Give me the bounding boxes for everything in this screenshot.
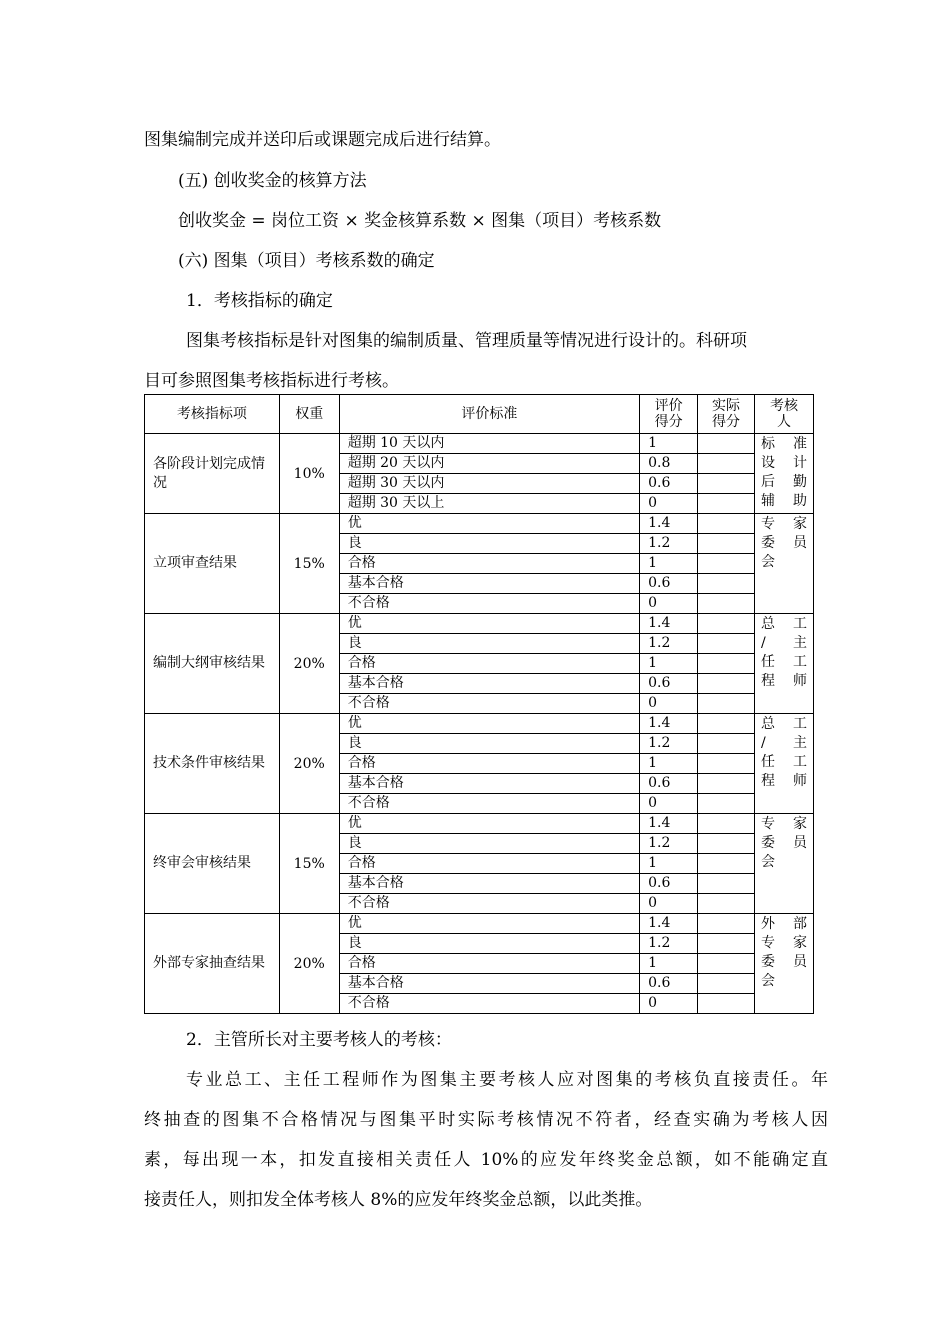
actual-score-cell[interactable]: [698, 474, 755, 494]
score-cell: 0.6: [640, 774, 698, 794]
reviewer-cell: [755, 514, 814, 614]
table-header-row: [145, 395, 814, 434]
reviewer-cell: [755, 434, 814, 514]
score-cell: 1.2: [640, 634, 698, 654]
reviewer-cell: [755, 614, 814, 714]
score-cell: 1.4: [640, 914, 698, 934]
reviewer-cell: [755, 714, 814, 814]
table-row: [145, 814, 814, 834]
score-cell: 0: [640, 994, 698, 1014]
paragraph-indicators-line2: 目可参照图集考核指标进行考核。: [144, 371, 399, 391]
actual-score-cell[interactable]: [698, 634, 755, 654]
actual-score-cell[interactable]: [698, 454, 755, 474]
actual-score-cell[interactable]: [698, 514, 755, 534]
actual-score-cell[interactable]: [698, 714, 755, 734]
header-weight: 权重: [279, 395, 339, 434]
score-cell: 1: [640, 654, 698, 674]
paragraph-responsibility-line4: 接责任人，则扣发全体考核人 8%的应发年终奖金总额，以此类推。: [144, 1190, 653, 1210]
score-cell: 1.4: [640, 614, 698, 634]
indicator-cell: 编制大纲审核结果: [145, 614, 280, 714]
score-cell: 1.2: [640, 734, 698, 754]
criteria-cell: 不合格: [339, 794, 639, 814]
score-cell: 0.6: [640, 874, 698, 894]
criteria-cell: 良: [339, 834, 639, 854]
criteria-cell: 基本合格: [339, 674, 639, 694]
actual-score-cell[interactable]: [698, 534, 755, 554]
criteria-cell: 良: [339, 934, 639, 954]
weight-cell: 20%: [279, 614, 339, 714]
section-heading-5: (五) 创收奖金的核算方法: [178, 171, 367, 191]
actual-score-cell[interactable]: [698, 914, 755, 934]
criteria-cell: 合格: [339, 554, 639, 574]
criteria-cell: 超期 30 天以内: [339, 474, 639, 494]
actual-score-cell[interactable]: [698, 774, 755, 794]
reviewer-label: 标准 设计 后勤 辅助: [761, 436, 807, 509]
score-cell: 1.2: [640, 534, 698, 554]
actual-score-cell[interactable]: [698, 854, 755, 874]
subsection-heading-1: 1．考核指标的确定: [186, 291, 333, 311]
criteria-cell: 不合格: [339, 994, 639, 1014]
weight-cell: 20%: [279, 914, 339, 1014]
actual-score-cell[interactable]: [698, 814, 755, 834]
reviewer-label: 专家 委员 会: [761, 516, 807, 570]
indicator-cell: 技术条件审核结果: [145, 714, 280, 814]
actual-score-cell[interactable]: [698, 554, 755, 574]
reviewer-cell: [755, 914, 814, 1014]
score-cell: 1: [640, 754, 698, 774]
criteria-cell: 不合格: [339, 694, 639, 714]
actual-score-cell[interactable]: [698, 694, 755, 714]
actual-score-cell[interactable]: [698, 954, 755, 974]
actual-score-cell[interactable]: [698, 574, 755, 594]
paragraph-settlement: 图集编制完成并送印后或课题完成后进行结算。: [144, 130, 501, 150]
header-indicator: 考核指标项: [145, 395, 280, 434]
score-cell: 1.4: [640, 814, 698, 834]
actual-score-cell[interactable]: [698, 894, 755, 914]
criteria-cell: 基本合格: [339, 574, 639, 594]
criteria-cell: 合格: [339, 654, 639, 674]
indicator-cell: 外部专家抽查结果: [145, 914, 280, 1014]
criteria-cell: 不合格: [339, 894, 639, 914]
score-cell: 1: [640, 554, 698, 574]
criteria-cell: 超期 10 天以内: [339, 434, 639, 454]
actual-score-cell[interactable]: [698, 994, 755, 1014]
indicator-cell: 立项审查结果: [145, 514, 280, 614]
actual-score-cell[interactable]: [698, 494, 755, 514]
score-cell: 0: [640, 894, 698, 914]
actual-score-cell[interactable]: [698, 654, 755, 674]
score-cell: 1.2: [640, 834, 698, 854]
actual-score-cell[interactable]: [698, 594, 755, 614]
header-score: 评价得分: [640, 395, 698, 434]
reviewer-cell: [755, 814, 814, 914]
actual-score-cell[interactable]: [698, 734, 755, 754]
bonus-formula: 创收奖金 = 岗位工资 × 奖金核算系数 × 图集（项目）考核系数: [178, 211, 662, 231]
criteria-cell: 合格: [339, 754, 639, 774]
score-cell: 0.6: [640, 674, 698, 694]
criteria-cell: 超期 20 天以内: [339, 454, 639, 474]
actual-score-cell[interactable]: [698, 674, 755, 694]
criteria-cell: 不合格: [339, 594, 639, 614]
score-cell: 1.4: [640, 514, 698, 534]
table-row: [145, 714, 814, 734]
score-cell: 0.6: [640, 474, 698, 494]
criteria-cell: 优: [339, 614, 639, 634]
criteria-cell: 良: [339, 534, 639, 554]
score-cell: 0.6: [640, 974, 698, 994]
weight-cell: 15%: [279, 514, 339, 614]
actual-score-cell[interactable]: [698, 934, 755, 954]
score-cell: 1.4: [640, 714, 698, 734]
header-reviewer: 考核人: [755, 395, 814, 434]
table-row: [145, 434, 814, 454]
table-row: [145, 914, 814, 934]
reviewer-label: 总工 /主 任工 程师: [761, 616, 807, 689]
actual-score-cell[interactable]: [698, 874, 755, 894]
score-cell: 0.6: [640, 574, 698, 594]
actual-score-cell[interactable]: [698, 754, 755, 774]
reviewer-label: 总工 /主 任工 程师: [761, 716, 807, 789]
score-cell: 1: [640, 954, 698, 974]
assessment-table: [144, 394, 814, 1014]
actual-score-cell[interactable]: [698, 974, 755, 994]
indicator-cell: 各阶段计划完成情况: [145, 434, 280, 514]
actual-score-cell[interactable]: [698, 794, 755, 814]
actual-score-cell[interactable]: [698, 614, 755, 634]
actual-score-cell[interactable]: [698, 834, 755, 854]
subsection-heading-2: 2．主管所长对主要考核人的考核：: [186, 1030, 452, 1050]
criteria-cell: 超期 30 天以上: [339, 494, 639, 514]
actual-score-cell[interactable]: [698, 434, 755, 454]
score-cell: 1: [640, 854, 698, 874]
score-cell: 1: [640, 434, 698, 454]
criteria-cell: 合格: [339, 954, 639, 974]
section-heading-6: (六) 图集（项目）考核系数的确定: [178, 251, 435, 271]
weight-cell: 15%: [279, 814, 339, 914]
weight-cell: 20%: [279, 714, 339, 814]
criteria-cell: 优: [339, 914, 639, 934]
score-cell: 0.8: [640, 454, 698, 474]
score-cell: 0: [640, 694, 698, 714]
criteria-cell: 基本合格: [339, 774, 639, 794]
table-row: [145, 514, 814, 534]
criteria-cell: 良: [339, 734, 639, 754]
table-row: [145, 614, 814, 634]
paragraph-indicators-line1: 图集考核指标是针对图集的编制质量、管理质量等情况进行设计的。科研项: [186, 331, 747, 351]
criteria-cell: 基本合格: [339, 874, 639, 894]
criteria-cell: 基本合格: [339, 974, 639, 994]
criteria-cell: 良: [339, 634, 639, 654]
criteria-cell: 优: [339, 514, 639, 534]
weight-cell: 10%: [279, 434, 339, 514]
criteria-cell: 优: [339, 714, 639, 734]
reviewer-label: 外部 专家 委员 会: [761, 916, 807, 989]
header-actual: 实际得分: [698, 395, 755, 434]
indicator-cell: 终审会审核结果: [145, 814, 280, 914]
score-cell: 0: [640, 594, 698, 614]
score-cell: 0: [640, 494, 698, 514]
reviewer-label: 专家 委员 会: [761, 816, 807, 870]
score-cell: 0: [640, 794, 698, 814]
criteria-cell: 合格: [339, 854, 639, 874]
header-criteria: 评价标准: [339, 395, 639, 434]
score-cell: 1.2: [640, 934, 698, 954]
criteria-cell: 优: [339, 814, 639, 834]
